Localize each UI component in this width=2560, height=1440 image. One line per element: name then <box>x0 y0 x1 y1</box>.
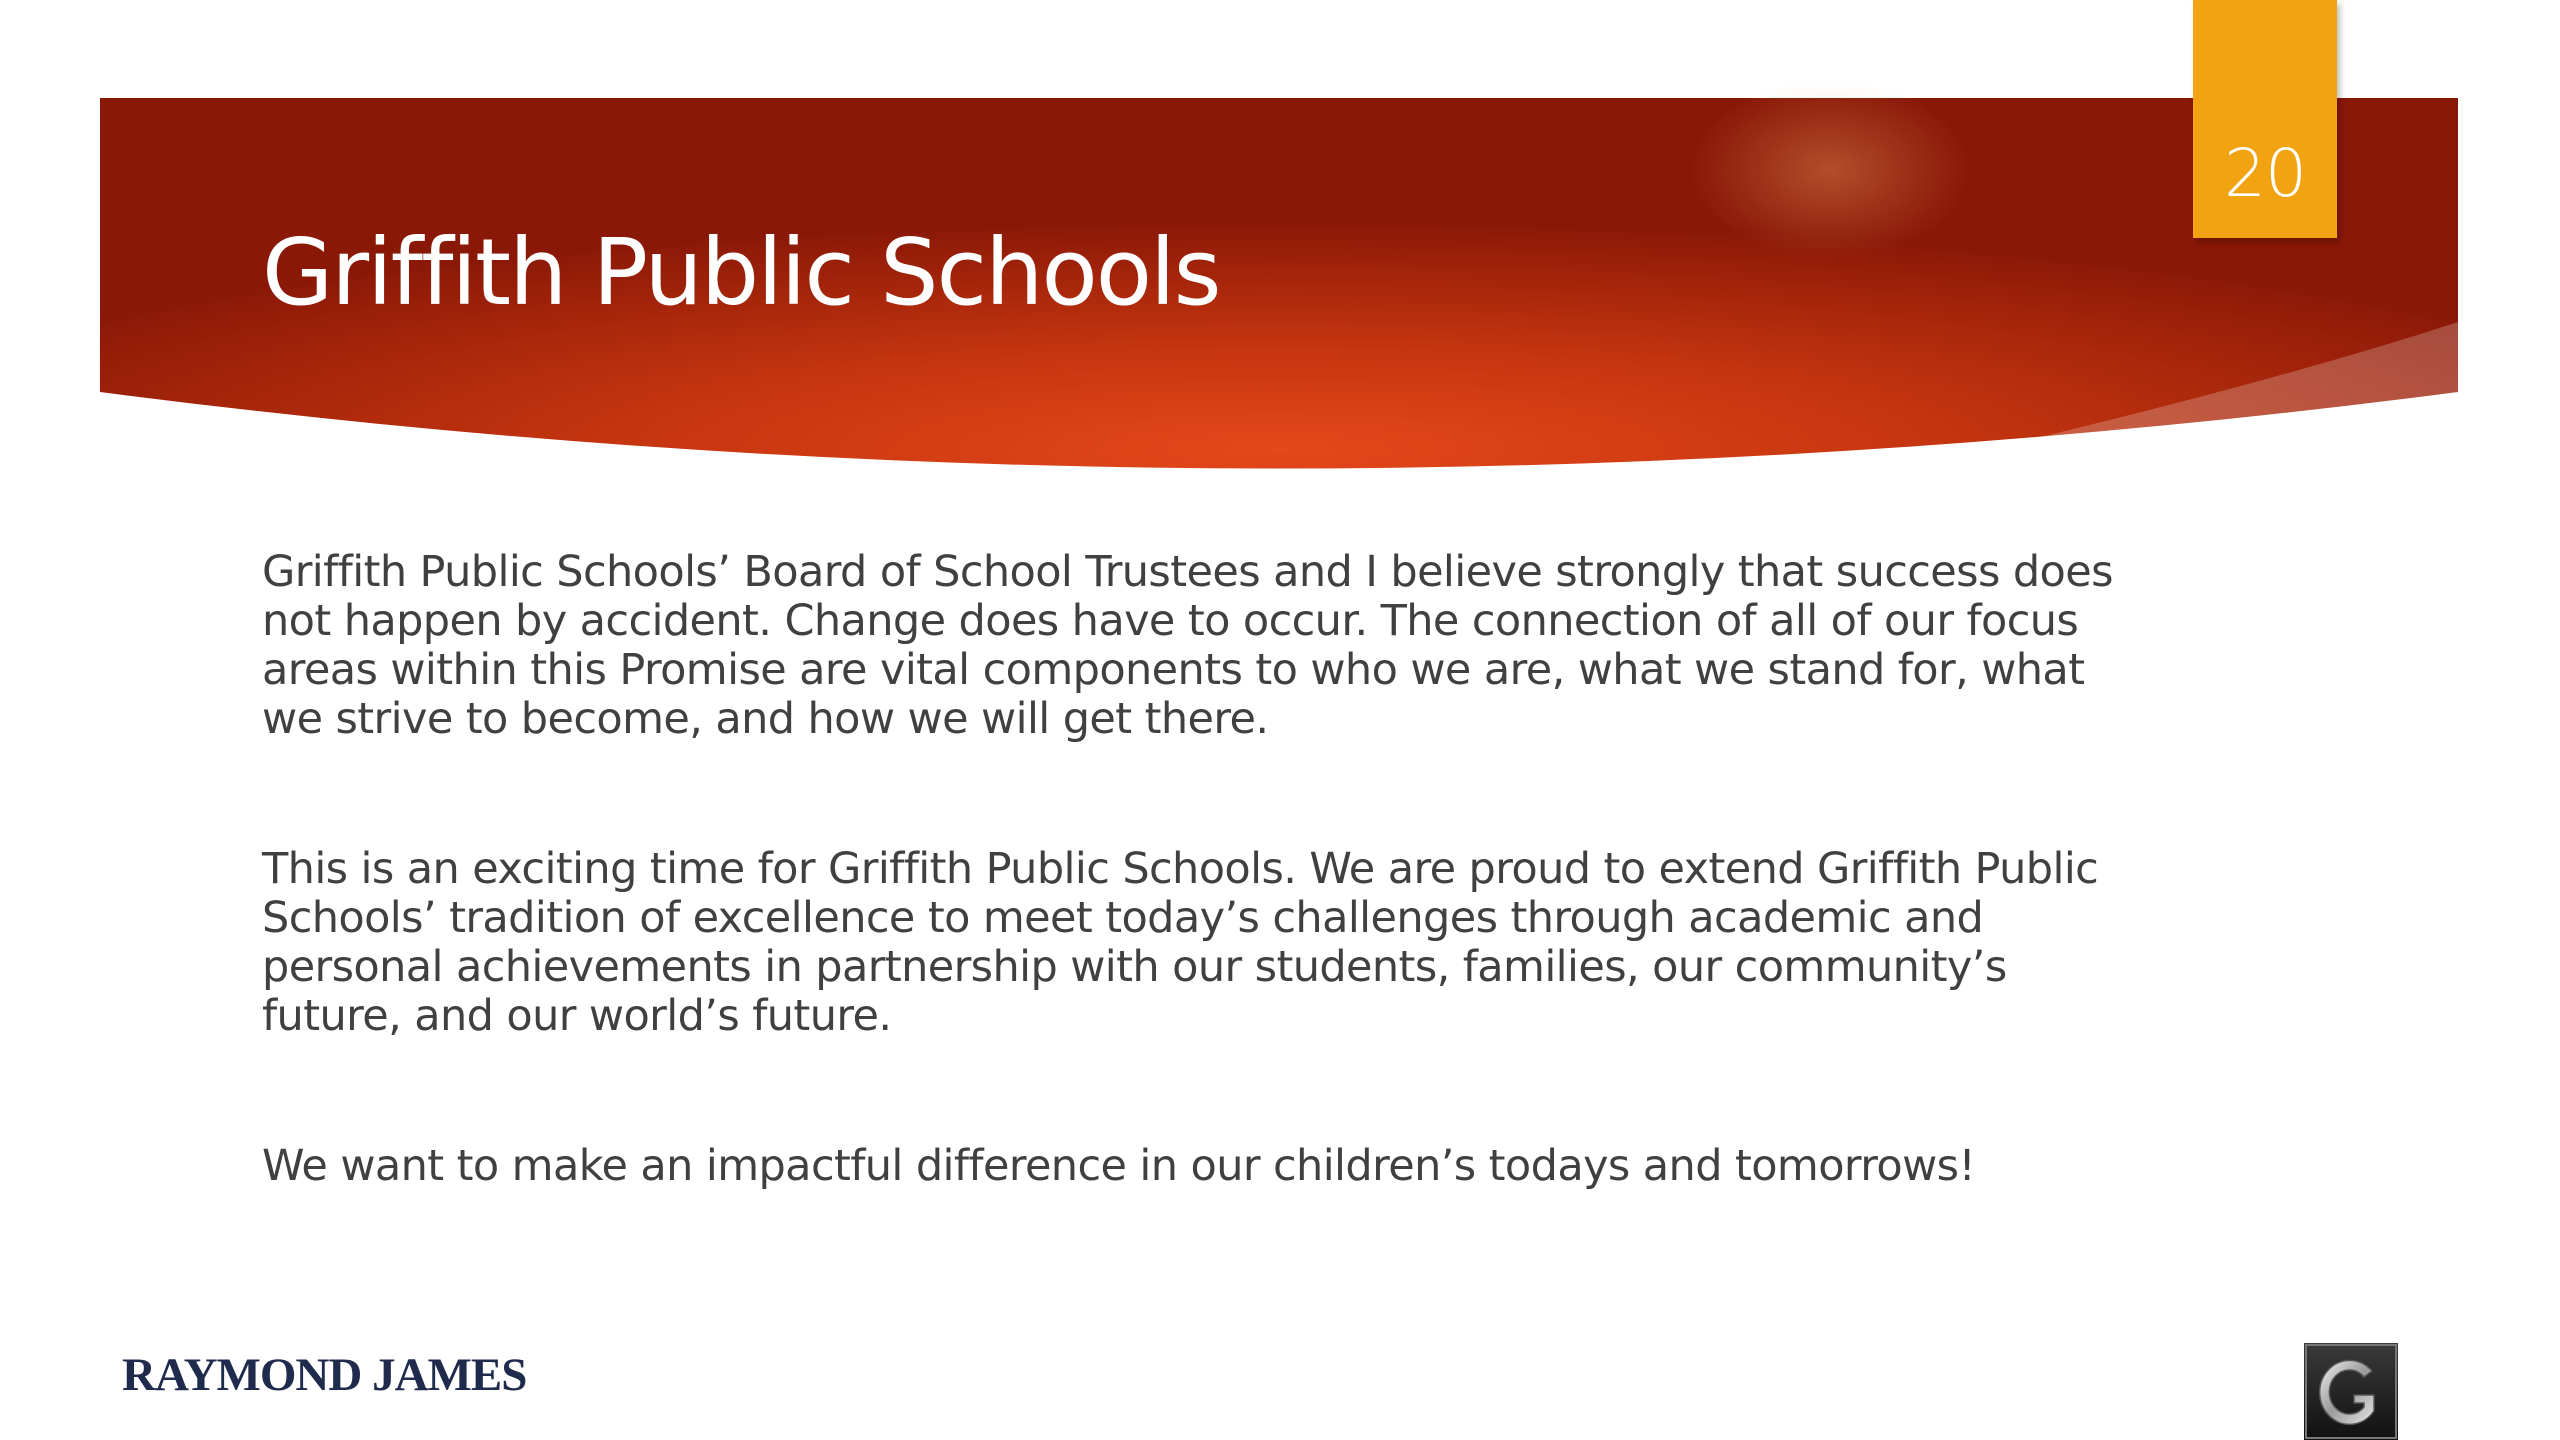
body-paragraph: This is an exciting time for Griffith Public Schools. We are proud to extend Griffith Public Schools’ tradition of excellence to meet today’s challenges through academic and personal achievements in partnership with our students, families, our community’s future, and our world’s future. <box>262 844 2099 1041</box>
slide-number-tab <box>2193 0 2337 238</box>
body-paragraph: We want to make an impactful difference in our children’s todays and tomorrows! <box>262 1141 1976 1191</box>
body-paragraph: Griffith Public Schools’ Board of School Trustees and I believe strongly that success does not happen by accident. Change does have to occur. The connection of all of our focus areas within this Promise are vital components to who we are, what we stand for, what we strive to become, and how we will get there. <box>262 547 2113 744</box>
slide-body <box>262 548 2122 1292</box>
griffith-g-logo-icon <box>2304 1343 2398 1440</box>
slide-title: Griffith Public Schools <box>262 219 1220 326</box>
slide-number: 20 <box>2224 135 2306 212</box>
raymond-james-logo: RAYMOND JAMES <box>122 1349 527 1401</box>
